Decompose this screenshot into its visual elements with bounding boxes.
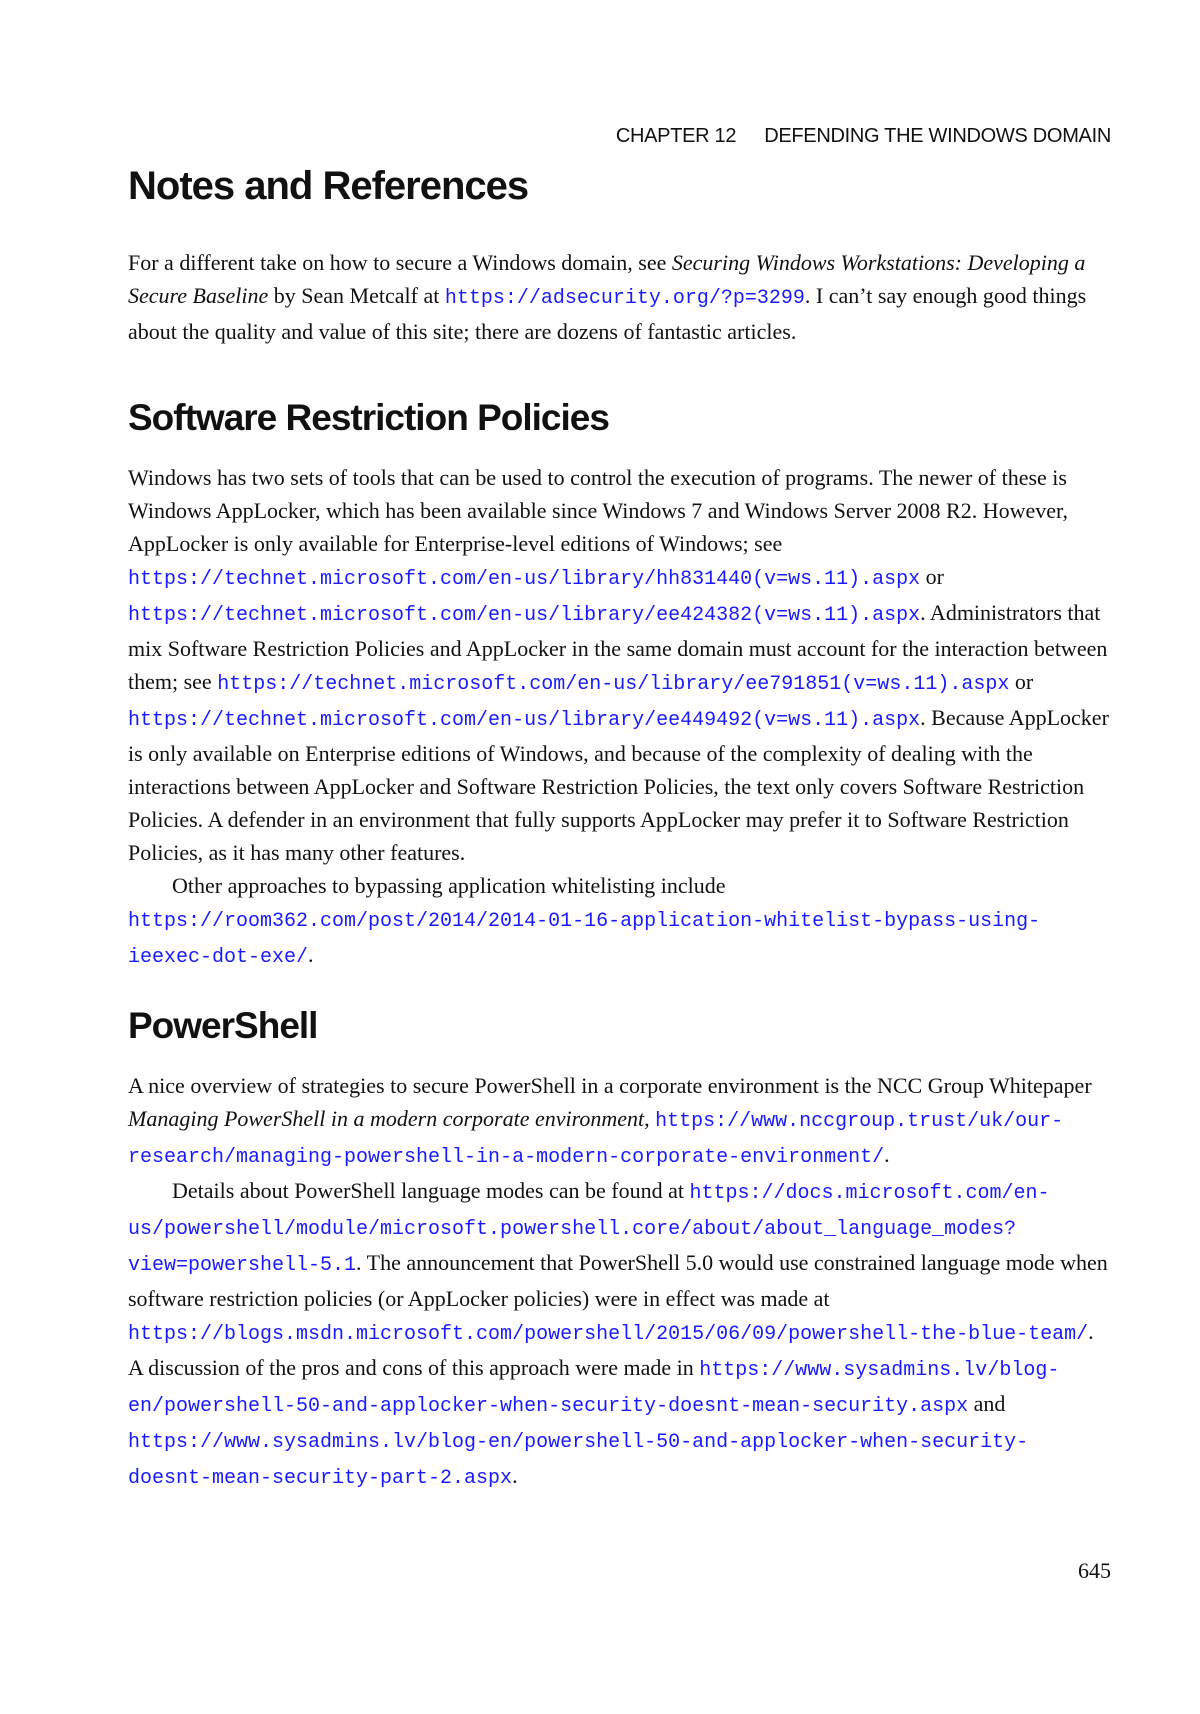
srp-section <box>128 399 1111 436</box>
notes-paragraph: For a different take on how to secure a Windows domain, see Securing Windows Workstations: Developing a Secure Baseline by Sean Metcalf at https://adsecurity.org/?p=3299. I can’t say enough good things about the quality and value of this site; there are dozens of fantastic articles. <box>128 250 1087 344</box>
running-head <box>616 125 1111 148</box>
docs-microsoft-link[interactable]: https://docs.microsoft.com/en-us/powershell/module/microsoft.powershell.core/about/about_language_modes?view=powershell-5.1 <box>128 1182 1050 1277</box>
technet-hh831440-link[interactable]: https://technet.microsoft.com/en-us/library/hh831440(v=ws.11).aspx <box>128 568 921 591</box>
srp-body <box>128 461 1111 974</box>
powershell-paragraph-1: A nice overview of strategies to secure PowerShell in a corporate environment is the NCC Group Whitepaper Managing PowerShell in a modern corporate environment, https://www.nccgroup.trust/uk/our-research/managing-powershell-in-a-modern-corporate-environment/. <box>128 1073 1092 1169</box>
powershell-paragraph-2: Details about PowerShell language modes can be found at https://docs.microsoft.com/en-us/powershell/module/microsoft.powershell.core/about/about_language_modes?view=powershell-5.1. The announcement that PowerShell 5.0 would use constrained language mode when software restriction policies (or AppLocker policies) were in effect was made at https://blogs.msdn.microsoft.com/powershell/2015/06/09/powershell-the-blue-team/. A discussion of the pros and cons of this approach were made in https://www.sysadmins.lv/blog-en/powershell-50-and-applocker-when-security-doesnt-mean-security.aspx and https://www.sysadmins.lv/blog-en/powershell-50-and-applocker-when-security-doesnt-mean-security-part-2.aspx. <box>128 1178 1108 1490</box>
sysadmins-link-1[interactable]: https://www.sysadmins.lv/blog-en/powershell-50-and-applocker-when-security-doesnt-mean-security.aspx <box>128 1359 1060 1418</box>
notes-heading: Notes and References <box>128 164 529 208</box>
srp-paragraph-1: Windows has two sets of tools that can be used to control the execution of programs. The newer of these is Windows AppLocker, which has been available since Windows 7 and Windows Server 2008 R2. However, AppLocker is only available for Enterprise-level editions of Windows; see https://technet.microsoft.com/en-us/library/hh831440(v=ws.11).aspx or https://technet.microsoft.com/en-us/library/ee424382(v=ws.11).aspx. Administrators that mix Software Restriction Policies and AppLocker in the same domain must account for the interaction between them; see https://technet.microsoft.com/en-us/library/ee791851(v=ws.11).aspx or https://technet.microsoft.com/en-us/library/ee449492(v=ws.11).aspx. Because AppLocker is only available on Enterprise editions of Windows, and because of the complexity of dealing with the interactions between AppLocker and Software Restriction Policies, the text only covers Software Restriction Policies. A defender in an environment that fully supports AppLocker may prefer it to Software Restriction Policies, as it has many other features. <box>128 465 1109 865</box>
technet-ee791851-link[interactable]: https://technet.microsoft.com/en-us/library/ee791851(v=ws.11).aspx <box>217 673 1010 696</box>
nccgroup-link[interactable]: https://www.nccgroup.trust/uk/our-research/managing-powershell-in-a-modern-corporate-environment/ <box>128 1110 1064 1169</box>
room362-link[interactable]: https://room362.com/post/2014/2014-01-16-application-whitelist-bypass-using-ieexec-dot-exe/ <box>128 910 1041 969</box>
srp-heading: Software Restriction Policies <box>128 397 609 438</box>
technet-ee449492-link[interactable]: https://technet.microsoft.com/en-us/library/ee449492(v=ws.11).aspx <box>128 709 921 732</box>
powershell-section <box>128 1007 1111 1044</box>
running-head-chapter: CHAPTER 12 <box>615 125 737 147</box>
powershell-heading: PowerShell <box>128 1005 318 1046</box>
page-number: 645 <box>1078 1558 1111 1583</box>
srp-paragraph-2: Other approaches to bypassing application whitelisting include https://room362.com/post/2014/2014-01-16-application-whitelist-bypass-using-ieexec-dot-exe/. <box>128 873 1041 969</box>
notes-section <box>128 166 1111 206</box>
powershell-body <box>128 1069 1111 1495</box>
sysadmins-link-2[interactable]: https://www.sysadmins.lv/blog-en/powershell-50-and-applocker-when-security-doesnt-mean-security-part-2.aspx <box>128 1431 1029 1490</box>
notes-body <box>128 246 1111 348</box>
msdn-blog-link[interactable]: https://blogs.msdn.microsoft.com/powershell/2015/06/09/powershell-the-blue-team/ <box>128 1323 1089 1346</box>
technet-ee424382-link[interactable]: https://technet.microsoft.com/en-us/library/ee424382(v=ws.11).aspx <box>128 604 921 627</box>
running-head-title: DEFENDING THE WINDOWS DOMAIN <box>764 125 1111 147</box>
adsecurity-link[interactable]: https://adsecurity.org/?p=3299 <box>444 287 805 310</box>
